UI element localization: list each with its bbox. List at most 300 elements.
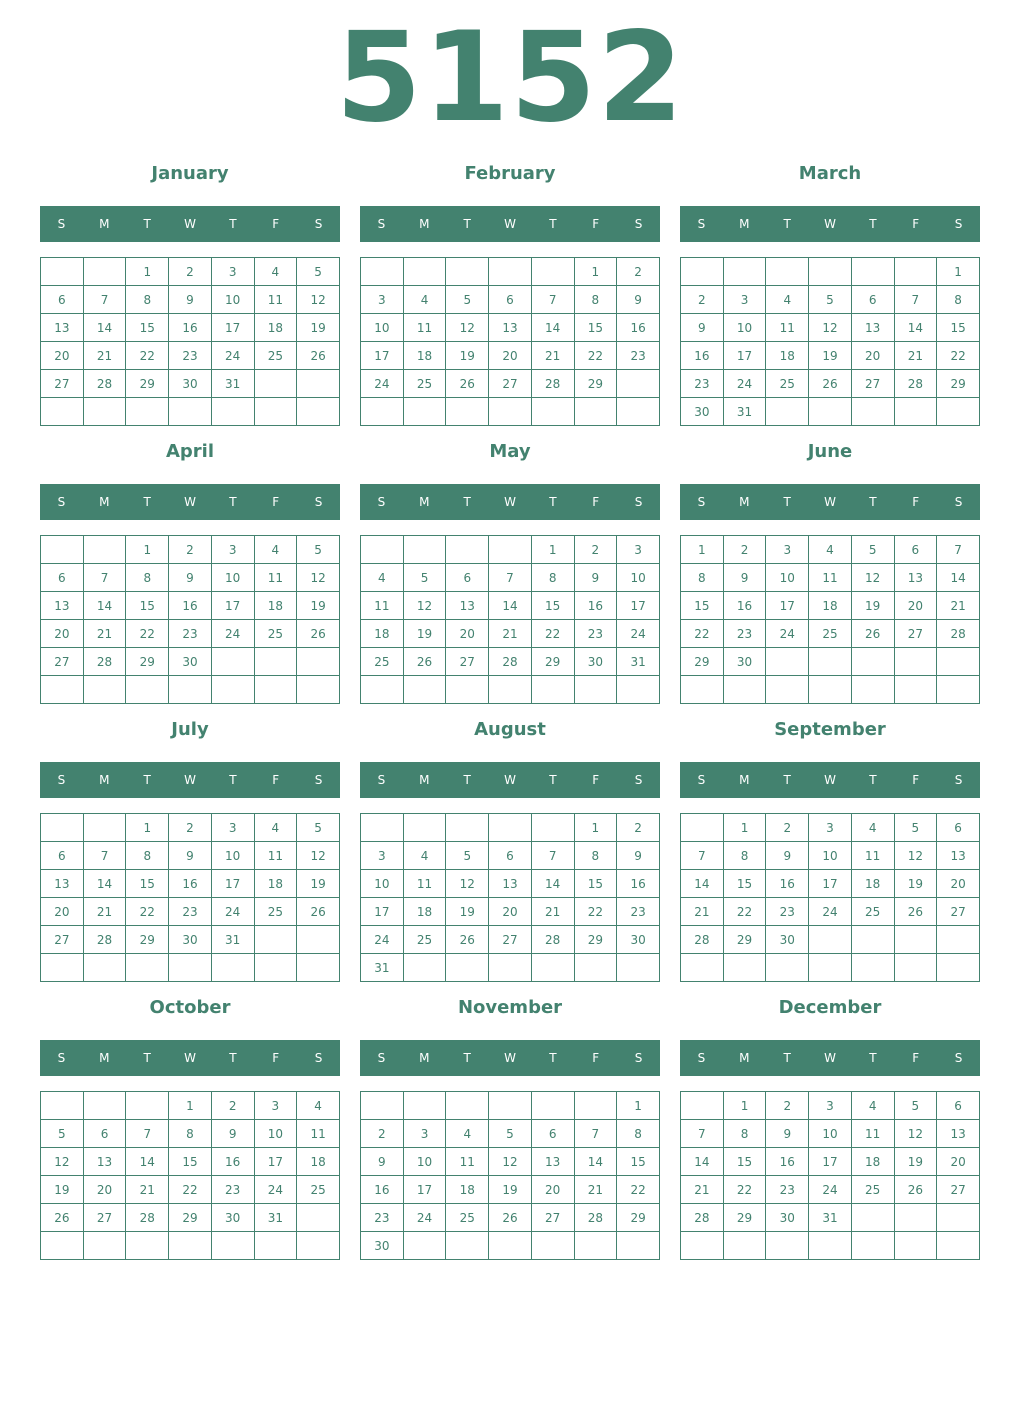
weekday-header [40, 762, 340, 798]
day-cell [126, 676, 169, 704]
day-cell: 8 [574, 842, 617, 870]
day-cell: 23 [169, 898, 212, 926]
day-cell: 29 [617, 1204, 660, 1232]
day-cell [254, 954, 297, 982]
weekday-label: M [419, 495, 430, 509]
day-cell: 16 [169, 314, 212, 342]
weekday-label: W [184, 773, 196, 787]
day-cell: 29 [126, 926, 169, 954]
day-cell: 19 [297, 870, 340, 898]
day-cell [937, 676, 980, 704]
day-cell: 12 [894, 1120, 937, 1148]
weekday-header [40, 1040, 340, 1076]
day-cell: 15 [574, 314, 617, 342]
day-cell [531, 1232, 574, 1260]
week-row [41, 676, 340, 704]
day-cell: 6 [937, 814, 980, 842]
day-grid [680, 535, 980, 704]
day-cell: 2 [617, 814, 660, 842]
day-cell: 10 [211, 286, 254, 314]
day-cell [297, 1204, 340, 1232]
day-cell: 7 [83, 286, 126, 314]
day-cell [766, 954, 809, 982]
day-cell: 1 [169, 1092, 212, 1120]
week-row [681, 398, 980, 426]
day-cell: 14 [937, 564, 980, 592]
day-cell: 29 [723, 1204, 766, 1232]
week-row [361, 648, 660, 676]
day-cell: 28 [83, 648, 126, 676]
day-cell [41, 676, 84, 704]
day-cell [254, 648, 297, 676]
day-cell: 4 [361, 564, 404, 592]
day-cell: 16 [169, 870, 212, 898]
day-cell [809, 1232, 852, 1260]
week-row [361, 954, 660, 982]
day-cell: 23 [723, 620, 766, 648]
day-cell: 10 [723, 314, 766, 342]
weekday-label: T [549, 1051, 557, 1065]
day-cell: 3 [809, 814, 852, 842]
day-cell: 11 [403, 870, 446, 898]
weekday-header [360, 1040, 660, 1076]
day-cell: 24 [403, 1204, 446, 1232]
day-cell: 2 [169, 536, 212, 564]
day-cell: 9 [211, 1120, 254, 1148]
day-cell [297, 648, 340, 676]
day-cell: 1 [617, 1092, 660, 1120]
day-cell [574, 1232, 617, 1260]
day-cell: 26 [446, 370, 489, 398]
week-row [41, 842, 340, 870]
day-cell [851, 1232, 894, 1260]
day-cell: 28 [489, 648, 532, 676]
day-cell: 4 [766, 286, 809, 314]
weekday-label: F [592, 773, 600, 787]
day-cell [169, 398, 212, 426]
day-cell: 15 [723, 1148, 766, 1176]
day-cell: 19 [894, 1148, 937, 1176]
day-cell: 21 [83, 898, 126, 926]
day-cell: 27 [446, 648, 489, 676]
day-cell: 28 [574, 1204, 617, 1232]
day-cell: 30 [766, 926, 809, 954]
week-row [41, 286, 340, 314]
day-cell: 25 [446, 1204, 489, 1232]
day-cell: 27 [41, 370, 84, 398]
day-cell: 6 [894, 536, 937, 564]
day-grid [360, 813, 660, 982]
day-cell [41, 954, 84, 982]
day-cell: 17 [403, 1176, 446, 1204]
weekday-header [680, 762, 980, 798]
week-row [681, 370, 980, 398]
weekday-label: S [634, 495, 643, 509]
day-cell: 26 [297, 620, 340, 648]
day-cell: 8 [169, 1120, 212, 1148]
week-row [361, 286, 660, 314]
day-cell: 5 [489, 1120, 532, 1148]
weekday-header [360, 484, 660, 520]
day-cell [617, 370, 660, 398]
day-cell [126, 1092, 169, 1120]
day-cell: 20 [851, 342, 894, 370]
day-cell: 3 [403, 1120, 446, 1148]
day-cell: 5 [809, 286, 852, 314]
day-cell: 1 [574, 258, 617, 286]
week-row [41, 398, 340, 426]
weekday-label: T [229, 773, 237, 787]
weekday-label: W [504, 773, 516, 787]
day-cell: 14 [894, 314, 937, 342]
day-cell [403, 1232, 446, 1260]
weekday-label: S [377, 495, 386, 509]
day-cell: 30 [574, 648, 617, 676]
day-cell [681, 814, 724, 842]
day-cell [297, 398, 340, 426]
day-cell: 11 [361, 592, 404, 620]
day-cell: 30 [169, 926, 212, 954]
day-cell: 2 [361, 1120, 404, 1148]
day-cell [297, 954, 340, 982]
day-cell [723, 676, 766, 704]
day-cell: 1 [723, 1092, 766, 1120]
day-cell: 2 [723, 536, 766, 564]
day-cell: 26 [297, 342, 340, 370]
day-cell [809, 648, 852, 676]
day-cell: 25 [254, 342, 297, 370]
week-row [361, 1092, 660, 1120]
day-cell: 21 [83, 342, 126, 370]
day-cell: 14 [681, 870, 724, 898]
day-cell: 25 [851, 1176, 894, 1204]
day-cell: 14 [83, 870, 126, 898]
month-name: October [149, 997, 231, 1018]
day-cell: 22 [937, 342, 980, 370]
weekday-label: S [314, 1051, 323, 1065]
day-cell [851, 1204, 894, 1232]
day-cell: 4 [297, 1092, 340, 1120]
month-name: July [171, 719, 209, 740]
week-row [41, 592, 340, 620]
weekday-header [680, 1040, 980, 1076]
day-cell: 30 [766, 1204, 809, 1232]
day-cell: 18 [403, 898, 446, 926]
day-cell: 19 [446, 342, 489, 370]
week-row [41, 1204, 340, 1232]
week-row [361, 1148, 660, 1176]
day-cell: 21 [126, 1176, 169, 1204]
day-cell: 7 [681, 842, 724, 870]
day-cell [809, 954, 852, 982]
day-cell: 30 [169, 648, 212, 676]
day-cell: 31 [361, 954, 404, 982]
day-cell: 24 [361, 370, 404, 398]
day-cell: 27 [489, 926, 532, 954]
week-row [361, 620, 660, 648]
weekday-label: S [57, 495, 66, 509]
day-cell [723, 1232, 766, 1260]
day-cell: 12 [41, 1148, 84, 1176]
week-row [41, 564, 340, 592]
weekday-label: S [954, 773, 963, 787]
day-cell: 7 [681, 1120, 724, 1148]
day-cell: 20 [41, 342, 84, 370]
week-row [41, 258, 340, 286]
day-cell: 6 [937, 1092, 980, 1120]
day-cell: 27 [937, 1176, 980, 1204]
day-cell [254, 370, 297, 398]
day-cell [894, 1204, 937, 1232]
week-row [361, 536, 660, 564]
week-row [681, 1232, 980, 1260]
day-cell [403, 536, 446, 564]
day-cell: 1 [723, 814, 766, 842]
day-cell: 11 [851, 842, 894, 870]
day-cell: 6 [41, 286, 84, 314]
day-cell: 13 [41, 592, 84, 620]
day-cell [83, 1092, 126, 1120]
day-cell: 13 [41, 870, 84, 898]
day-cell: 2 [681, 286, 724, 314]
day-cell [446, 954, 489, 982]
week-row [681, 620, 980, 648]
day-cell: 26 [851, 620, 894, 648]
weekday-label: M [99, 217, 110, 231]
day-cell: 27 [489, 370, 532, 398]
day-cell: 24 [766, 620, 809, 648]
day-cell: 5 [894, 1092, 937, 1120]
day-cell [83, 258, 126, 286]
day-cell: 3 [361, 842, 404, 870]
day-cell [41, 1232, 84, 1260]
weekday-label: T [143, 217, 151, 231]
week-row [681, 842, 980, 870]
day-cell: 26 [41, 1204, 84, 1232]
day-cell: 16 [211, 1148, 254, 1176]
day-cell: 8 [681, 564, 724, 592]
day-cell: 29 [126, 370, 169, 398]
day-cell: 17 [361, 342, 404, 370]
day-cell: 18 [254, 314, 297, 342]
day-cell [809, 258, 852, 286]
weekday-label: S [57, 1051, 66, 1065]
day-cell: 12 [489, 1148, 532, 1176]
day-cell: 25 [297, 1176, 340, 1204]
day-cell: 11 [254, 564, 297, 592]
day-cell [446, 1092, 489, 1120]
day-cell [489, 536, 532, 564]
day-cell [446, 398, 489, 426]
week-row [41, 314, 340, 342]
day-cell: 18 [297, 1148, 340, 1176]
day-cell: 29 [126, 648, 169, 676]
day-cell: 23 [211, 1176, 254, 1204]
day-cell: 5 [41, 1120, 84, 1148]
day-cell: 11 [254, 286, 297, 314]
day-cell [681, 954, 724, 982]
weekday-header [40, 484, 340, 520]
day-grid [680, 813, 980, 982]
day-cell: 8 [126, 842, 169, 870]
day-cell: 30 [617, 926, 660, 954]
weekday-label: M [419, 217, 430, 231]
weekday-label: T [869, 495, 877, 509]
day-cell: 13 [937, 1120, 980, 1148]
week-row [361, 1232, 660, 1260]
day-cell: 22 [574, 898, 617, 926]
day-cell: 30 [681, 398, 724, 426]
day-cell [937, 1204, 980, 1232]
day-cell: 26 [894, 1176, 937, 1204]
day-grid [360, 1091, 660, 1260]
day-cell: 23 [169, 342, 212, 370]
weekday-label: W [504, 217, 516, 231]
weekday-label: T [869, 217, 877, 231]
day-cell: 19 [489, 1176, 532, 1204]
weekday-label: T [549, 773, 557, 787]
week-row [41, 342, 340, 370]
day-cell: 21 [681, 1176, 724, 1204]
day-cell [851, 258, 894, 286]
day-cell [809, 676, 852, 704]
day-cell: 28 [681, 1204, 724, 1232]
weekday-label: W [824, 495, 836, 509]
day-cell: 3 [723, 286, 766, 314]
day-cell: 13 [489, 314, 532, 342]
day-cell: 19 [851, 592, 894, 620]
day-cell: 14 [574, 1148, 617, 1176]
day-cell: 8 [617, 1120, 660, 1148]
day-cell [403, 814, 446, 842]
day-cell: 11 [809, 564, 852, 592]
weekday-label: F [912, 1051, 920, 1065]
day-cell: 3 [617, 536, 660, 564]
day-cell: 18 [361, 620, 404, 648]
day-cell: 8 [723, 842, 766, 870]
day-cell: 9 [723, 564, 766, 592]
day-cell: 10 [617, 564, 660, 592]
day-cell [574, 676, 617, 704]
day-cell: 24 [723, 370, 766, 398]
day-cell: 10 [361, 870, 404, 898]
day-cell: 12 [297, 286, 340, 314]
day-cell: 24 [809, 898, 852, 926]
day-cell: 12 [809, 314, 852, 342]
day-cell: 6 [489, 286, 532, 314]
day-cell: 3 [254, 1092, 297, 1120]
day-cell: 24 [211, 898, 254, 926]
day-cell: 2 [211, 1092, 254, 1120]
day-cell [681, 258, 724, 286]
day-cell: 8 [531, 564, 574, 592]
day-cell [403, 258, 446, 286]
day-cell [531, 676, 574, 704]
weekday-header [680, 484, 980, 520]
week-row [361, 870, 660, 898]
day-cell: 1 [937, 258, 980, 286]
day-cell: 26 [809, 370, 852, 398]
day-cell [403, 676, 446, 704]
day-cell: 20 [489, 898, 532, 926]
week-row [361, 370, 660, 398]
day-cell: 17 [211, 592, 254, 620]
day-cell: 4 [403, 842, 446, 870]
day-cell: 21 [574, 1176, 617, 1204]
week-row [41, 870, 340, 898]
day-cell: 8 [126, 564, 169, 592]
weekday-label: F [592, 495, 600, 509]
day-cell [83, 954, 126, 982]
day-cell: 29 [169, 1204, 212, 1232]
day-cell: 4 [254, 258, 297, 286]
day-cell [766, 398, 809, 426]
day-cell: 16 [169, 592, 212, 620]
day-cell: 20 [894, 592, 937, 620]
day-cell: 27 [851, 370, 894, 398]
day-cell: 31 [809, 1204, 852, 1232]
weekday-label: S [954, 217, 963, 231]
day-cell [254, 926, 297, 954]
day-cell [361, 536, 404, 564]
week-row [361, 898, 660, 926]
day-cell: 18 [809, 592, 852, 620]
day-cell: 24 [211, 342, 254, 370]
day-cell: 10 [211, 564, 254, 592]
day-cell: 10 [403, 1148, 446, 1176]
day-grid [40, 813, 340, 982]
weekday-label: F [272, 217, 280, 231]
weekday-label: S [954, 1051, 963, 1065]
day-cell [617, 676, 660, 704]
weekday-label: M [739, 495, 750, 509]
day-cell [297, 926, 340, 954]
day-cell [574, 398, 617, 426]
day-cell: 30 [169, 370, 212, 398]
day-cell [574, 1092, 617, 1120]
day-cell: 30 [361, 1232, 404, 1260]
weekday-label: S [634, 773, 643, 787]
day-cell: 20 [937, 1148, 980, 1176]
day-cell: 20 [83, 1176, 126, 1204]
day-cell: 6 [83, 1120, 126, 1148]
weekday-label: S [314, 495, 323, 509]
day-cell: 22 [126, 620, 169, 648]
week-row [41, 1148, 340, 1176]
day-cell [489, 258, 532, 286]
weekday-label: F [912, 495, 920, 509]
day-cell: 5 [446, 842, 489, 870]
day-cell [361, 258, 404, 286]
weekday-label: T [463, 495, 471, 509]
day-cell [403, 1092, 446, 1120]
day-cell: 5 [403, 564, 446, 592]
day-cell: 2 [617, 258, 660, 286]
day-cell: 26 [446, 926, 489, 954]
day-cell: 24 [254, 1176, 297, 1204]
day-cell: 13 [489, 870, 532, 898]
year-title: 5152 [335, 6, 685, 150]
day-cell: 16 [766, 1148, 809, 1176]
day-cell: 13 [851, 314, 894, 342]
week-row [681, 814, 980, 842]
day-cell: 19 [403, 620, 446, 648]
day-cell [766, 1232, 809, 1260]
day-cell: 24 [211, 620, 254, 648]
day-cell: 5 [297, 814, 340, 842]
day-cell: 17 [254, 1148, 297, 1176]
day-cell: 18 [766, 342, 809, 370]
